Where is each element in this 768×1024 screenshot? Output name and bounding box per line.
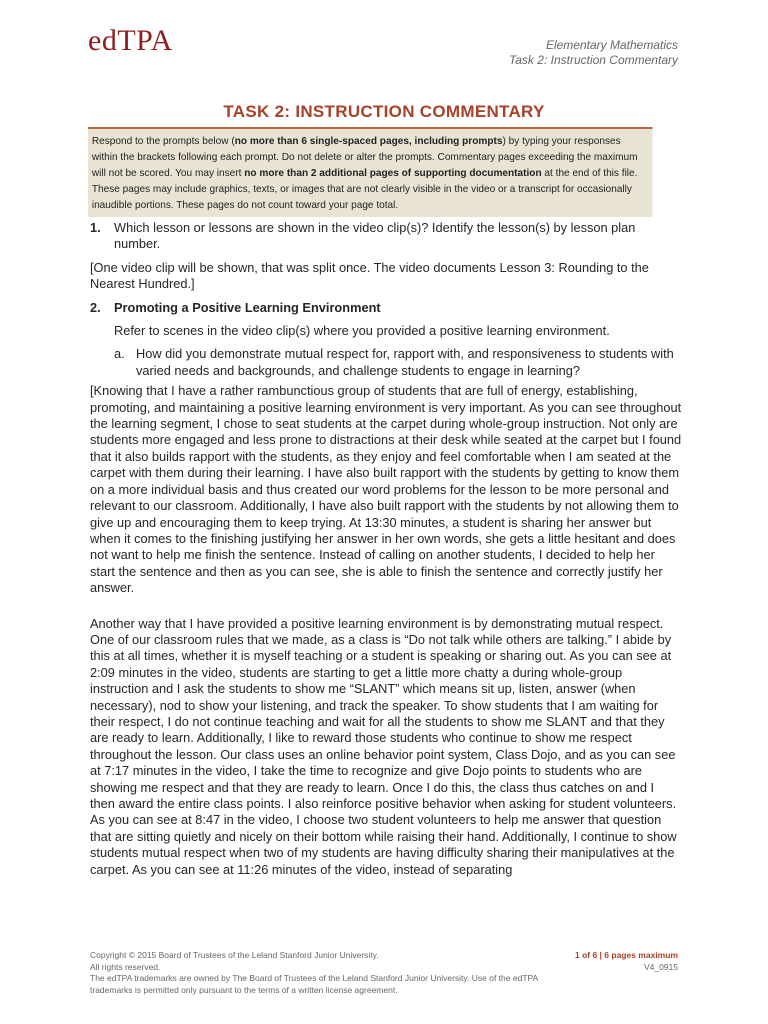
prompt-2a-response-paragraph-1[interactable]: [Knowing that I have a rather rambunctious group of students that are full of energy, establishing, promoting, and maintaining a positive learning environment is very important. As you can see throughout the learning segment, I chose to seat students at the carpet during whole-group instruction. Not only are students more engaged and less prone to distractions at their desk while seated at the carpet but I found that it also builds rapport with the students, as they enjoy and feel comfortable when I am seated at the carpet with them during their learning. I have also built rapport with the students by getting to know them on a more individual basis and thus created our word problems for the lesson to be more personal and relevant to our classroom. Additionally, I have also built rapport with the students by not allowing them to give up and encouraging them to keep trying. At 13:30 minutes, a student is sharing her answer but when it comes to the finishing justifying her answer in her own words, she gets a little hesitant and does not want to help me finish the sentence. Instead of calling on another students, I decided to help her start the sentence and then as you can see, she is able to finish the sentence and correctly justify her answer. bbox=[90, 383, 682, 596]
prompt-2a-text: How did you demonstrate mutual respect for, rapport with, and responsiveness to students with varied needs and backgrounds, and challenge students to engage in learning? bbox=[136, 346, 674, 378]
copyright-line: Copyright © 2015 Board of Trustees of the Leland Stanford Junior University. bbox=[90, 950, 379, 960]
instructions-text-1: Respond to the prompts below ( bbox=[91, 135, 235, 147]
prompt-2a bbox=[90, 346, 682, 379]
instructions-bold-2: no more than 2 additional pages of supporting documentation bbox=[244, 167, 542, 179]
instructions-text-3: at the end of this file. These pages may include graphics, texts, or images that are not clearly visible in the video or a transcript for occasionally inaudible portions. These pages do not count toward your page total. bbox=[91, 167, 638, 211]
rights-line: All rights reserved. bbox=[90, 961, 161, 972]
prompt-1-text: Which lesson or lessons are shown in the video clip(s)? Identify the lesson(s) by lesson plan number. bbox=[114, 220, 636, 252]
subject-label: Elementary Mathematics bbox=[545, 38, 678, 52]
instructions-bold-1: no more than 6 single-spaced pages, including prompts bbox=[234, 135, 503, 147]
commentary-body bbox=[90, 220, 682, 885]
version-label: V4_0915 bbox=[643, 961, 678, 972]
footer-page-info bbox=[575, 950, 678, 973]
footer-copyright bbox=[90, 950, 560, 996]
task-label: Task 2: Instruction Commentary bbox=[509, 53, 678, 67]
instructions-text-2: ) by typing your responses within the brackets following each prompt. Do not delete or alter the prompts. Commentary pages exceeding the maximum will not be scored. You may insert bbox=[91, 135, 638, 179]
prompt-2a-label: a. bbox=[114, 346, 125, 362]
document-header bbox=[509, 38, 678, 68]
prompt-2-heading: Promoting a Positive Learning Environment bbox=[114, 299, 381, 315]
prompt-2a-response-paragraph-2[interactable]: Another way that I have provided a positive learning environment is by demonstrating mutual respect. One of our classroom rules that we made, as a class is “Do not talk while others are talking.” I abide by this at all times, whether it is myself teaching or a student is speaking or sharing out. As you can see at 2:09 minutes in the video, students are starting to get a little more chatty a during whole-group instruction and I ask the students to show me “SLANT” which means sit up, listen, answer (when necessary), nod to show your listening, and track the speaker. To show students that I am waiting for their respect, I do not continue teaching and wait for all the students to show me SLANT and that they are ready to learn. Additionally, I like to reward those students who continue to show me respect throughout the lesson. Our class uses an online behavior point system, Class Dojo, and as you can see at 7:17 minutes in the video, I take the time to recognize and give Dojo points to students who are showing me respect and that they are ready to learn. Once I do this, the class thus catches on and I then award the entire class points. I also reinforce positive behavior when asking for student volunteers. As you can see at 8:47 in the video, I choose two student volunteers to help me answer that question that are sitting quietly and nicely on their bottom while raising their hand. Additionally, I continue to show students mutual respect when two of my students are having difficulty sharing their manipulatives at the carpet. As you can see at 11:26 minutes of the video, instead of separating bbox=[90, 615, 677, 877]
prompt-1-number: 1. bbox=[90, 220, 101, 235]
prompt-1-response[interactable]: [One video clip will be shown, that was split once. The video documents Lesson 3: Rounding to the Nearest Hundred.] bbox=[90, 259, 649, 292]
edtpa-logo: edTPA bbox=[88, 24, 173, 57]
page-count: 1 of 6 | 6 pages maximum bbox=[574, 950, 678, 960]
trademark-line: The edTPA trademarks are owned by The Board of Trustees of the Leland Stanford Junior University. Use of the edTPA trademarks is permitted only pursuant to the terms of a written license agreement. bbox=[90, 973, 538, 995]
prompt-2 bbox=[90, 300, 682, 316]
prompt-2-number: 2. bbox=[90, 299, 101, 315]
page-title: TASK 2: INSTRUCTION COMMENTARY bbox=[223, 102, 545, 121]
prompt-2-intro: Refer to scenes in the video clip(s) where you provided a positive learning environment. bbox=[114, 323, 610, 339]
instructions-box bbox=[88, 127, 652, 217]
prompt-1 bbox=[90, 220, 682, 253]
